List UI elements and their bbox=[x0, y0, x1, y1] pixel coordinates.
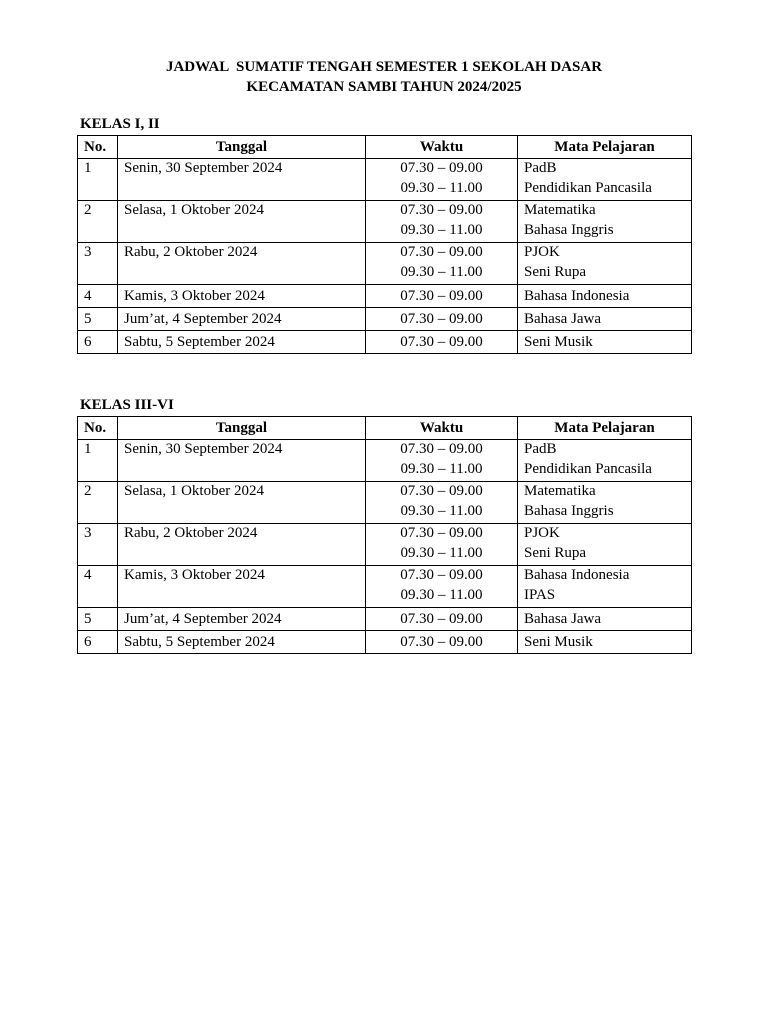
cell-waktu bbox=[366, 608, 518, 631]
cell-no: 4 bbox=[78, 566, 118, 608]
header-waktu: Waktu bbox=[366, 136, 518, 159]
mapel-line: PadB bbox=[524, 160, 557, 176]
cell-no: 2 bbox=[78, 482, 118, 524]
table-body bbox=[78, 159, 692, 354]
cell-no: 6 bbox=[78, 631, 118, 654]
table-row bbox=[78, 243, 692, 285]
waktu-line: 09.30 – 11.00 bbox=[400, 263, 483, 280]
cell-tanggal: Rabu, 2 Oktober 2024 bbox=[118, 243, 366, 285]
cell-waktu bbox=[366, 631, 518, 654]
header-no: No. bbox=[78, 417, 118, 440]
table-row bbox=[78, 566, 692, 608]
waktu-line: 07.30 – 09.00 bbox=[400, 567, 483, 583]
cell-tanggal: Selasa, 1 Oktober 2024 bbox=[118, 201, 366, 243]
cell-mata-pelajaran bbox=[518, 524, 692, 566]
waktu-line: 09.30 – 11.00 bbox=[400, 179, 483, 196]
schedule-table-kelas-1-2 bbox=[77, 135, 692, 354]
cell-no: 3 bbox=[78, 243, 118, 285]
waktu-line: 07.30 – 09.00 bbox=[400, 634, 483, 650]
table-header-row bbox=[78, 417, 692, 440]
cell-mata-pelajaran bbox=[518, 566, 692, 608]
cell-tanggal: Jum’at, 4 September 2024 bbox=[118, 608, 366, 631]
cell-mata-pelajaran bbox=[518, 201, 692, 243]
mapel-line: Seni Rupa bbox=[524, 544, 587, 561]
cell-mata-pelajaran bbox=[518, 631, 692, 654]
document-title bbox=[0, 57, 768, 97]
cell-no: 6 bbox=[78, 331, 118, 354]
cell-mata-pelajaran bbox=[518, 308, 692, 331]
section-heading-kelas-3-6: KELAS III-VI bbox=[80, 397, 174, 413]
cell-no: 5 bbox=[78, 308, 118, 331]
waktu-line: 07.30 – 09.00 bbox=[400, 611, 483, 627]
mapel-line: Pendidikan Pancasila bbox=[524, 460, 652, 477]
table-row bbox=[78, 159, 692, 201]
table-row bbox=[78, 201, 692, 243]
cell-no: 1 bbox=[78, 159, 118, 201]
cell-waktu bbox=[366, 243, 518, 285]
header-mata-pelajaran: Mata Pelajaran bbox=[518, 417, 692, 440]
title-line-2: KECAMATAN SAMBI TAHUN 2024/2025 bbox=[246, 79, 522, 95]
table-row bbox=[78, 524, 692, 566]
cell-waktu bbox=[366, 201, 518, 243]
mapel-line: IPAS bbox=[524, 586, 556, 603]
cell-no: 1 bbox=[78, 440, 118, 482]
header-waktu: Waktu bbox=[366, 417, 518, 440]
table-body bbox=[78, 440, 692, 654]
cell-mata-pelajaran bbox=[518, 285, 692, 308]
cell-no: 5 bbox=[78, 608, 118, 631]
cell-waktu bbox=[366, 308, 518, 331]
cell-tanggal: Sabtu, 5 September 2024 bbox=[118, 331, 366, 354]
cell-no: 3 bbox=[78, 524, 118, 566]
waktu-line: 07.30 – 09.00 bbox=[400, 202, 483, 218]
schedule-table-kelas-3-6 bbox=[77, 416, 692, 654]
cell-waktu bbox=[366, 482, 518, 524]
cell-mata-pelajaran bbox=[518, 331, 692, 354]
table-row bbox=[78, 440, 692, 482]
table-row bbox=[78, 308, 692, 331]
cell-waktu bbox=[366, 440, 518, 482]
waktu-line: 07.30 – 09.00 bbox=[400, 288, 483, 304]
waktu-line: 07.30 – 09.00 bbox=[400, 311, 483, 327]
mapel-line: Bahasa Indonesia bbox=[524, 288, 630, 304]
cell-tanggal: Senin, 30 September 2024 bbox=[118, 159, 366, 201]
mapel-line: Pendidikan Pancasila bbox=[524, 179, 652, 196]
cell-tanggal: Kamis, 3 Oktober 2024 bbox=[118, 285, 366, 308]
waktu-line: 09.30 – 11.00 bbox=[400, 586, 483, 603]
waktu-line: 07.30 – 09.00 bbox=[400, 334, 483, 350]
section-heading-kelas-1-2: KELAS I, II bbox=[80, 116, 160, 132]
cell-mata-pelajaran bbox=[518, 608, 692, 631]
cell-mata-pelajaran bbox=[518, 243, 692, 285]
cell-mata-pelajaran bbox=[518, 482, 692, 524]
cell-waktu bbox=[366, 159, 518, 201]
mapel-line: Bahasa Jawa bbox=[524, 611, 602, 627]
cell-tanggal: Rabu, 2 Oktober 2024 bbox=[118, 524, 366, 566]
mapel-line: Bahasa Indonesia bbox=[524, 567, 630, 583]
mapel-line: PJOK bbox=[524, 525, 560, 541]
cell-tanggal: Kamis, 3 Oktober 2024 bbox=[118, 566, 366, 608]
table-row bbox=[78, 331, 692, 354]
table-header-row bbox=[78, 136, 692, 159]
cell-tanggal: Senin, 30 September 2024 bbox=[118, 440, 366, 482]
header-tanggal: Tanggal bbox=[118, 136, 366, 159]
mapel-line: Seni Musik bbox=[524, 334, 593, 350]
mapel-line: Matematika bbox=[524, 483, 596, 499]
mapel-line: Matematika bbox=[524, 202, 596, 218]
waktu-line: 07.30 – 09.00 bbox=[400, 160, 483, 176]
mapel-line: PJOK bbox=[524, 244, 560, 260]
table-row bbox=[78, 285, 692, 308]
mapel-line: Seni Musik bbox=[524, 634, 593, 650]
header-tanggal: Tanggal bbox=[118, 417, 366, 440]
table-row bbox=[78, 608, 692, 631]
table-row bbox=[78, 631, 692, 654]
title-line-1: JADWAL SUMATIF TENGAH SEMESTER 1 SEKOLAH DASAR bbox=[165, 59, 603, 75]
cell-waktu bbox=[366, 285, 518, 308]
mapel-line: Bahasa Inggris bbox=[524, 502, 614, 519]
mapel-line: Bahasa Inggris bbox=[524, 221, 614, 238]
cell-mata-pelajaran bbox=[518, 159, 692, 201]
mapel-line: PadB bbox=[524, 441, 557, 457]
cell-waktu bbox=[366, 331, 518, 354]
header-no: No. bbox=[78, 136, 118, 159]
waktu-line: 09.30 – 11.00 bbox=[400, 502, 483, 519]
mapel-line: Seni Rupa bbox=[524, 263, 587, 280]
waktu-line: 07.30 – 09.00 bbox=[400, 483, 483, 499]
cell-waktu bbox=[366, 566, 518, 608]
cell-tanggal: Selasa, 1 Oktober 2024 bbox=[118, 482, 366, 524]
cell-waktu bbox=[366, 524, 518, 566]
waktu-line: 07.30 – 09.00 bbox=[400, 441, 483, 457]
cell-no: 2 bbox=[78, 201, 118, 243]
table-row bbox=[78, 482, 692, 524]
waktu-line: 09.30 – 11.00 bbox=[400, 544, 483, 561]
cell-tanggal: Sabtu, 5 September 2024 bbox=[118, 631, 366, 654]
waktu-line: 09.30 – 11.00 bbox=[400, 460, 483, 477]
header-mata-pelajaran: Mata Pelajaran bbox=[518, 136, 692, 159]
waktu-line: 07.30 – 09.00 bbox=[400, 244, 483, 260]
cell-tanggal: Jum’at, 4 September 2024 bbox=[118, 308, 366, 331]
mapel-line: Bahasa Jawa bbox=[524, 311, 602, 327]
waktu-line: 09.30 – 11.00 bbox=[400, 221, 483, 238]
cell-mata-pelajaran bbox=[518, 440, 692, 482]
cell-no: 4 bbox=[78, 285, 118, 308]
waktu-line: 07.30 – 09.00 bbox=[400, 525, 483, 541]
